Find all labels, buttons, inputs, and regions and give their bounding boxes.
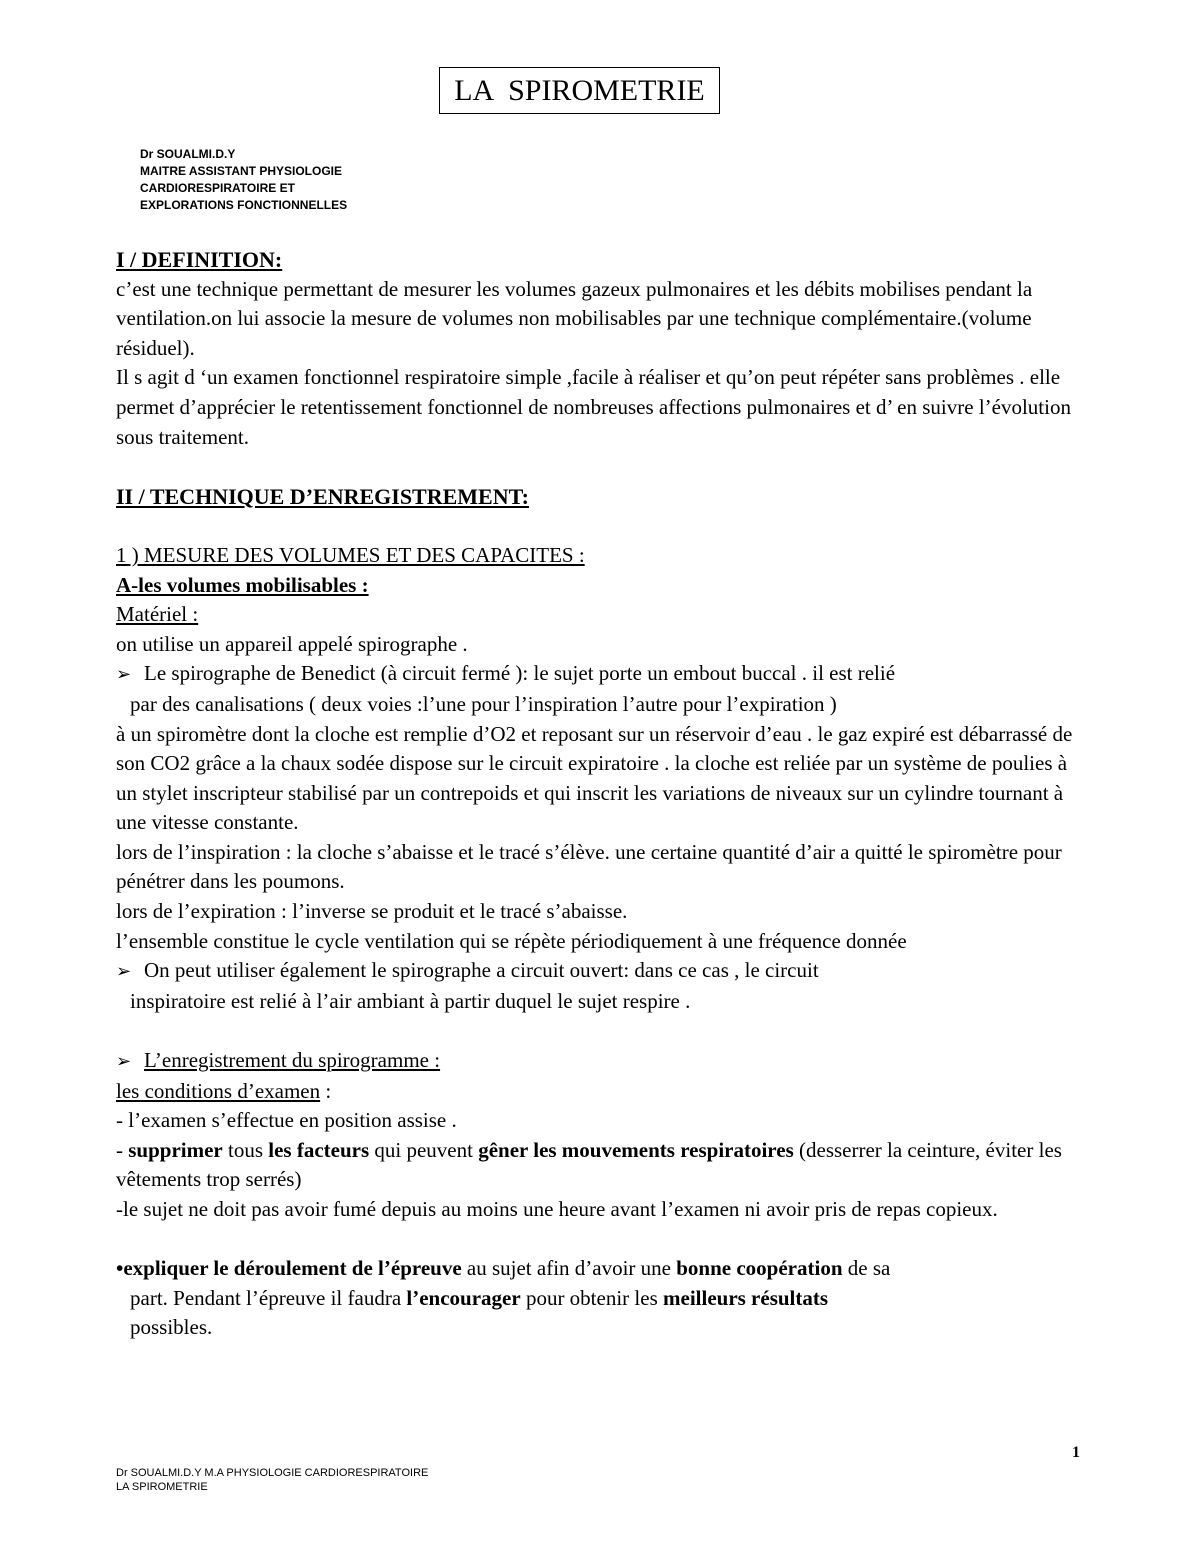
document-body (116, 245, 1086, 1343)
inspiration-paragraph: lors de l’inspiration : la cloche s’abaisse et le tracé s’élève. une certaine quantité d’air a quitté le spiromètre pour pénétrer dans les poumons. (116, 839, 1062, 894)
arrow-bullet-icon: ➢ (116, 1051, 132, 1073)
author-block (140, 146, 347, 214)
arrow-bullet-icon: ➢ (116, 664, 132, 686)
author-role: MAITRE ASSISTANT PHYSIOLOGIE (140, 164, 343, 178)
definition-paragraph-1: c’est une technique permettant de mesurer les volumes gazeux pulmonaires et les débits mobilises pendant la ventilation.on lui associe la mesure de volumes non mobilisables par une technique complémentaire.(volume résiduel). (116, 276, 1033, 360)
arrow-bullet-icon: ➢ (116, 961, 132, 983)
condition-2 (116, 1136, 1086, 1195)
author-specialty: CARDIORESPIRATOIRE ET (140, 181, 295, 195)
author-name: Dr SOUALMI.D.Y (140, 147, 236, 161)
text-run: de sa (842, 1256, 891, 1281)
circuit-ouvert-line-2: inspiratoire est relié à l’air ambiant à partir duquel le sujet respire . (130, 988, 691, 1013)
page-number: 1 (1072, 1444, 1080, 1461)
enregistrement-heading: L’enregistrement du spirogramme : (144, 1048, 441, 1073)
heading-definition: I / DEFINITION: (116, 247, 283, 272)
spirographe-line: on utilise un appareil appelé spirographe . (116, 631, 468, 656)
page-footer (116, 1466, 428, 1494)
benedict-line-1: Le spirographe de Benedict (à circuit fermé ): le sujet porte un embout buccal . il est relié (144, 661, 896, 686)
subheading-mesure: 1 ) MESURE DES VOLUMES ET DES CAPACITES : (116, 542, 585, 567)
benedict-line-2: par des canalisations ( deux voies :l’une pour l’inspiration l’autre pour l’expiration ) (130, 691, 837, 716)
explanation-line-3: possibles. (130, 1315, 213, 1340)
text-run: part. Pendant l’épreuve il faudra (130, 1285, 407, 1310)
bold-run: l’encourager (406, 1285, 521, 1310)
materiel-label: Matériel : (116, 602, 199, 627)
footer-line-2: LA SPIROMETRIE (116, 1481, 208, 1493)
expiration-paragraph: lors de l’expiration : l’inverse se produit et le tracé s’abaisse. (116, 899, 628, 924)
bold-run: gêner les mouvements respiratoires (478, 1137, 794, 1162)
bold-run: meilleurs résultats (663, 1285, 829, 1310)
subheading-volumes-mobilisables: A-les volumes mobilisables : (116, 572, 369, 597)
condition-3: -le sujet ne doit pas avoir fumé depuis au moins une heure avant l’examen ni avoir pris de repas copieux. (116, 1197, 998, 1221)
definition-paragraph-2: Il s agit d ‘un examen fonctionnel respiratoire simple ,facile à réaliser et qu’on peut répéter sans problèmes . elle permet d’apprécier le retentissement fonctionnel de nombreuses affections pulmonaires et d’ en suivre l’évolution sous traitement. (116, 365, 1071, 449)
footer-line-1: Dr SOUALMI.D.Y M.A PHYSIOLOGIE CARDIORESPIRATOIRE (116, 1467, 429, 1479)
spirometre-paragraph: à un spiromètre dont la cloche est remplie d’O2 et reposant sur un réservoir d’eau . le gaz expiré est débarrassé de son CO2 grâce a la chaux sodée dispose sur le circuit expiratoire . la cloche est reliée par un système de poulies à un stylet inscripteur stabilisé par un contrepoids et qui inscrit les variations de niveaux sur un cylindre tournant à une vitesse constante. (116, 721, 1073, 835)
explanation-line-1 (116, 1254, 1086, 1284)
circuit-ouvert-line-1: On peut utiliser également le spirographe a circuit ouvert: dans ce cas , le circuit (144, 958, 819, 983)
condition-1: - l’examen s’effectue en position assise . (116, 1108, 457, 1133)
text-run: qui peuvent (369, 1137, 479, 1162)
bold-run: bonne coopération (676, 1256, 843, 1281)
bold-run: les facteurs (268, 1137, 370, 1162)
author-department: EXPLORATIONS FONCTIONNELLES (140, 198, 348, 212)
bold-run: supprimer (128, 1137, 223, 1162)
heading-technique: II / TECHNIQUE D’ENREGISTREMENT: (116, 483, 529, 509)
conditions-colon: : (320, 1078, 332, 1103)
text-run: - (116, 1137, 129, 1162)
text-run: tous (222, 1137, 269, 1162)
document-title: LA SPIROMETRIE (439, 67, 720, 114)
text-run: au sujet afin d’avoir une (461, 1256, 677, 1281)
explanation-line-2 (116, 1284, 1086, 1314)
bold-run: •expliquer le déroulement de l’épreuve (116, 1256, 462, 1281)
text-run: (desserrer la ceinture, éviter les vêtements trop serrés) (116, 1137, 1062, 1192)
cycle-paragraph: l’ensemble constitue le cycle ventilation qui se répète périodiquement à une fréquence donnée (116, 928, 907, 953)
text-run: pour obtenir les (520, 1285, 663, 1310)
conditions-label: les conditions d’examen (116, 1078, 321, 1103)
